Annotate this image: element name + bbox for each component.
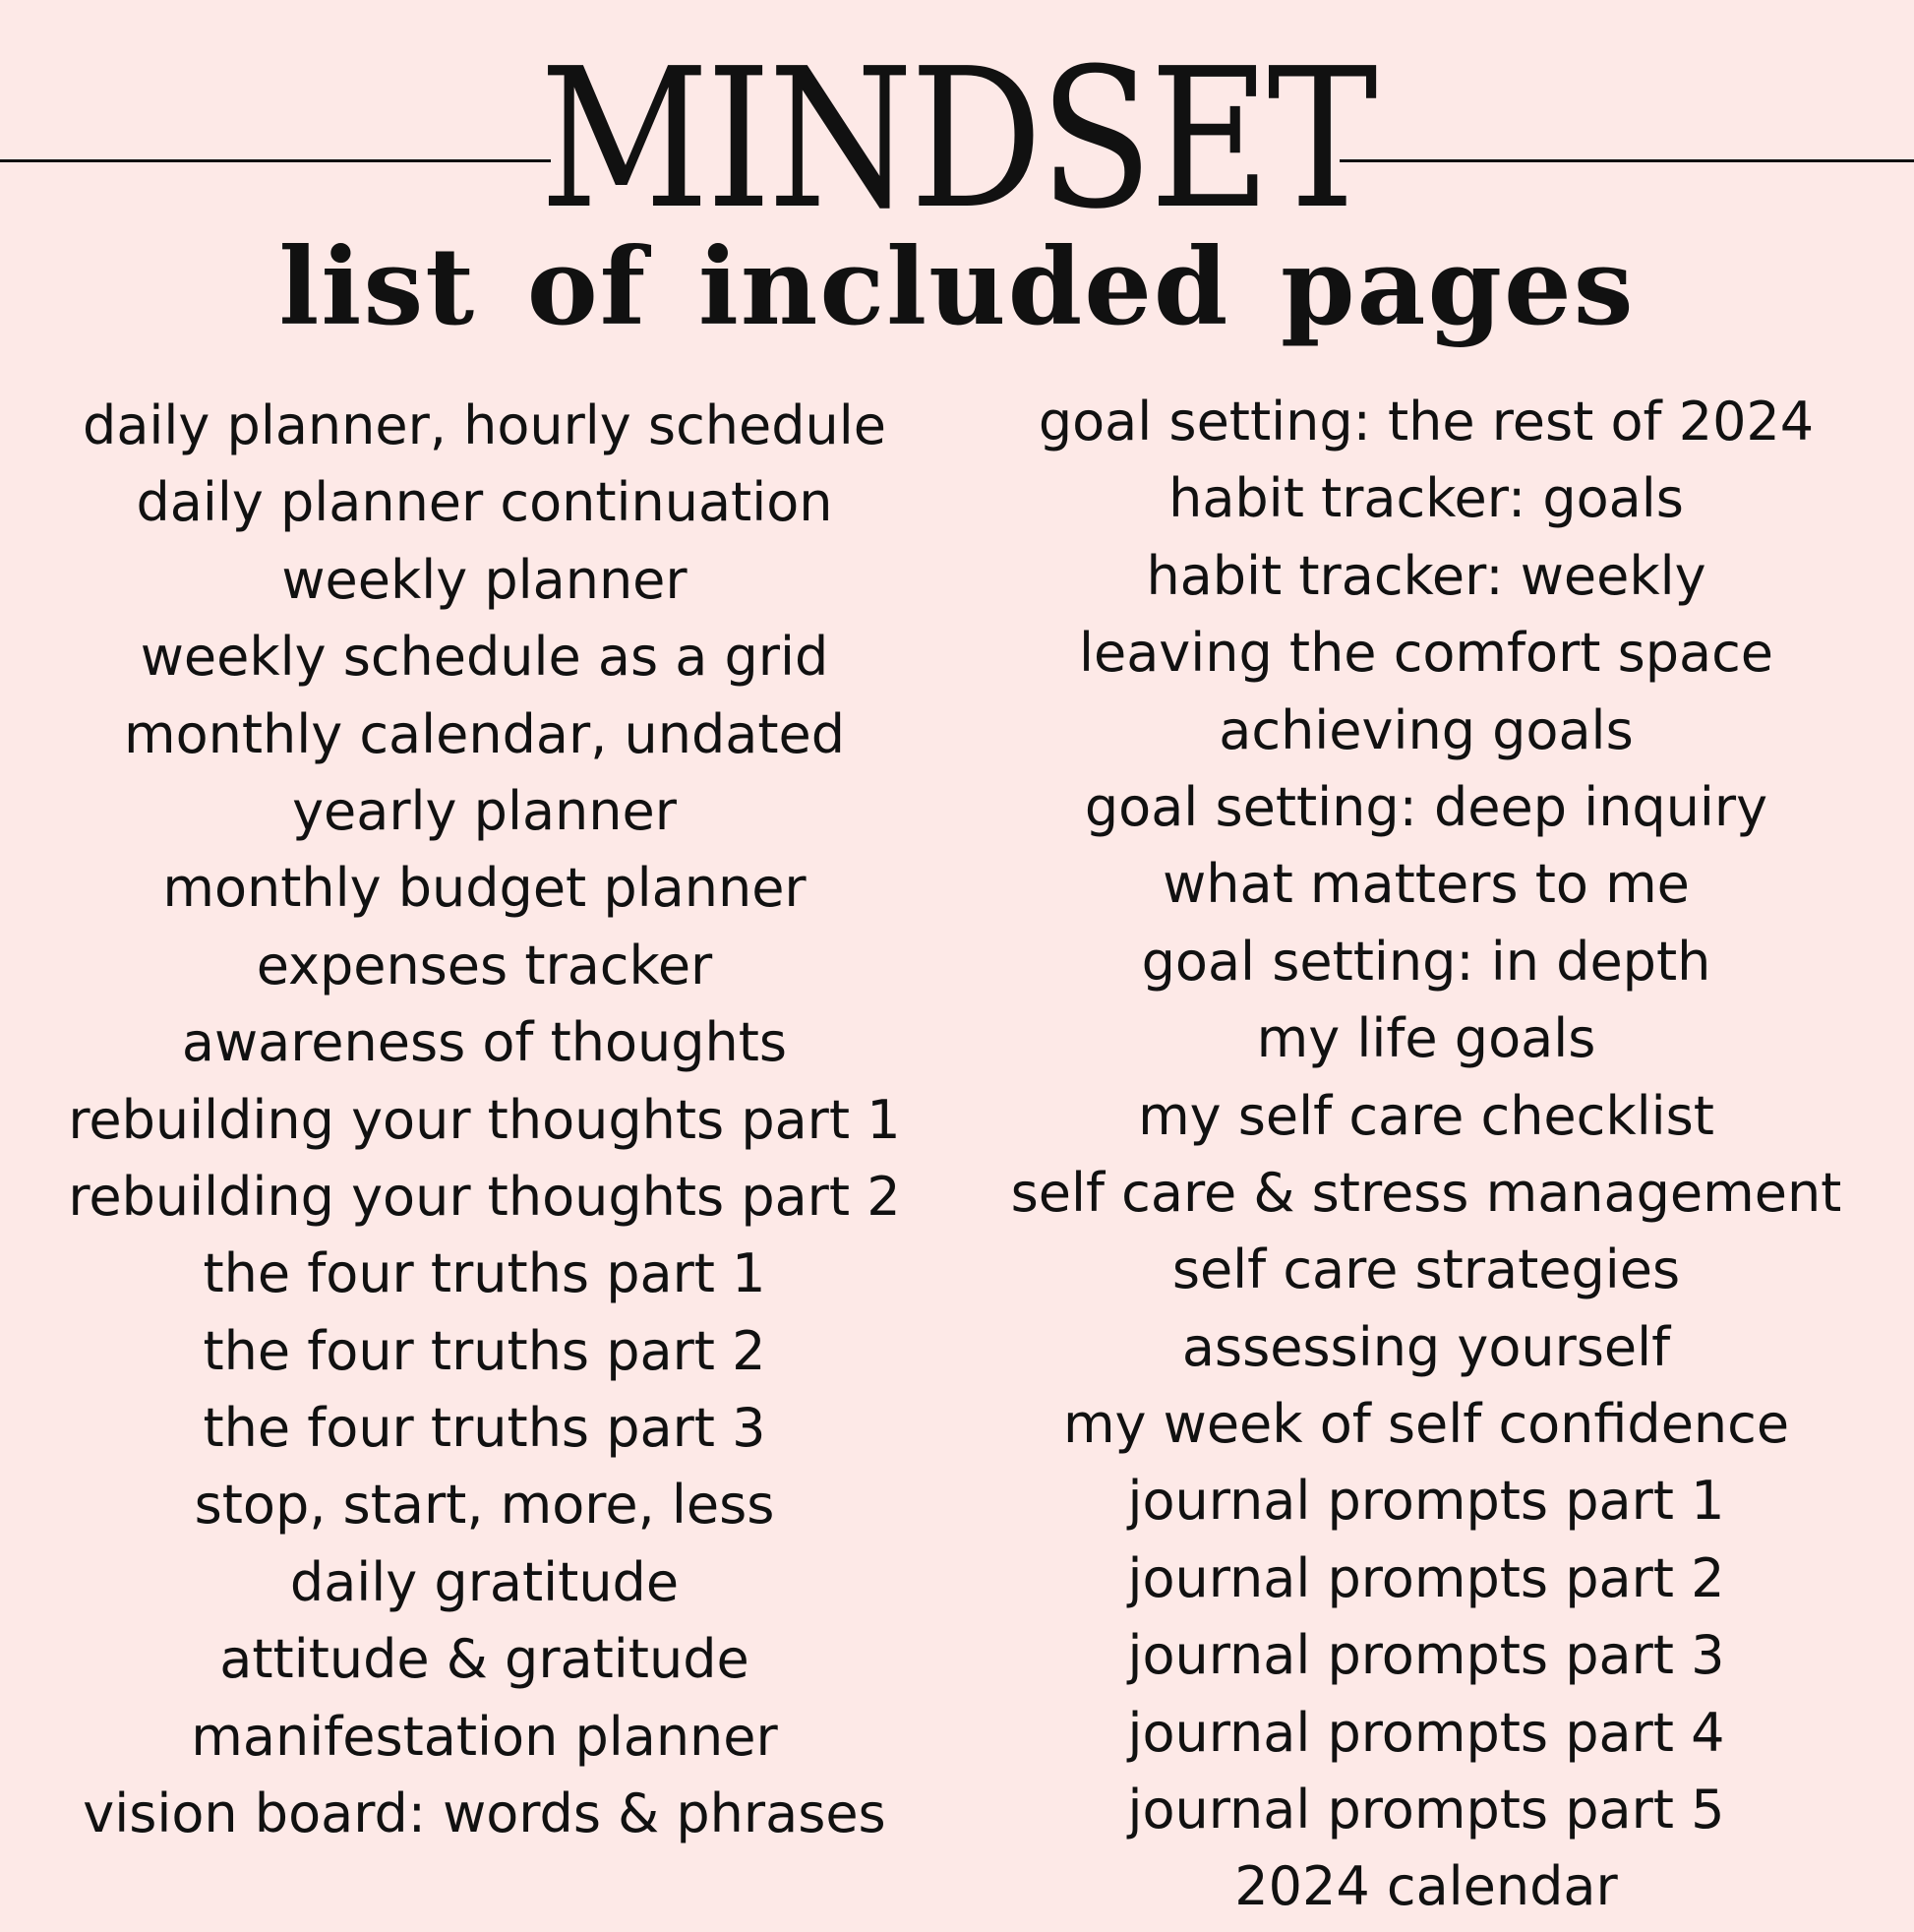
list-item: journal prompts part 1 — [1127, 1470, 1725, 1533]
list-item: monthly calendar, undated — [123, 702, 845, 765]
list-item: manifestation planner — [191, 1705, 778, 1768]
list-item: journal prompts part 5 — [1127, 1779, 1725, 1841]
list-item: the four truths part 3 — [203, 1397, 766, 1460]
list-item: journal prompts part 4 — [1127, 1701, 1725, 1764]
list-item: attitude & gratitude — [219, 1628, 749, 1691]
list-item: goal setting: deep inquiry — [1084, 775, 1768, 838]
list-item: daily planner continuation — [136, 471, 833, 534]
list-item: journal prompts part 2 — [1127, 1546, 1725, 1609]
list-item: vision board: words & phrases — [83, 1782, 886, 1845]
list-item: goal setting: in depth — [1141, 930, 1711, 993]
right-page-list — [969, 390, 1884, 1932]
list-item: journal prompts part 3 — [1127, 1624, 1725, 1687]
list-item: achieving goals — [1219, 698, 1634, 761]
list-item: assessing yourself — [1181, 1315, 1671, 1378]
list-item: the four truths part 2 — [203, 1319, 766, 1382]
list-item: habit tracker: goals — [1168, 467, 1684, 530]
list-item: rebuilding your thoughts part 1 — [68, 1088, 901, 1151]
list-item: self care & stress management — [1010, 1161, 1842, 1224]
list-item: monthly budget planner — [162, 857, 807, 920]
list-item: what matters to me — [1163, 853, 1690, 916]
list-item: weekly planner — [281, 548, 688, 611]
list-item: self care strategies — [1171, 1238, 1681, 1301]
page-title: MINDSET — [539, 28, 1375, 252]
list-item: my self care checklist — [1138, 1084, 1714, 1147]
page-subtitle: list of included pages — [278, 225, 1636, 349]
list-item: daily gratitude — [289, 1550, 680, 1613]
list-item: habit tracker: weekly — [1146, 544, 1706, 607]
list-item: weekly schedule as a grid — [140, 626, 829, 689]
list-item: yearly planner — [292, 779, 677, 842]
list-item: my week of self confidence — [1062, 1393, 1790, 1456]
list-item: stop, start, more, less — [194, 1474, 775, 1537]
list-item: the four truths part 1 — [203, 1242, 766, 1305]
list-item: 2024 calendar — [1234, 1855, 1618, 1918]
list-item: goal setting: the rest of 2024 — [1038, 391, 1815, 453]
list-item: leaving the comfort space — [1078, 622, 1774, 685]
list-item: daily planner, hourly schedule — [83, 394, 886, 456]
list-item: expenses tracker — [256, 934, 713, 996]
left-page-list — [0, 393, 969, 1858]
list-item: rebuilding your thoughts part 2 — [68, 1165, 901, 1228]
list-item: awareness of thoughts — [181, 1011, 788, 1074]
header — [0, 0, 1914, 349]
list-item: my life goals — [1256, 1007, 1596, 1070]
